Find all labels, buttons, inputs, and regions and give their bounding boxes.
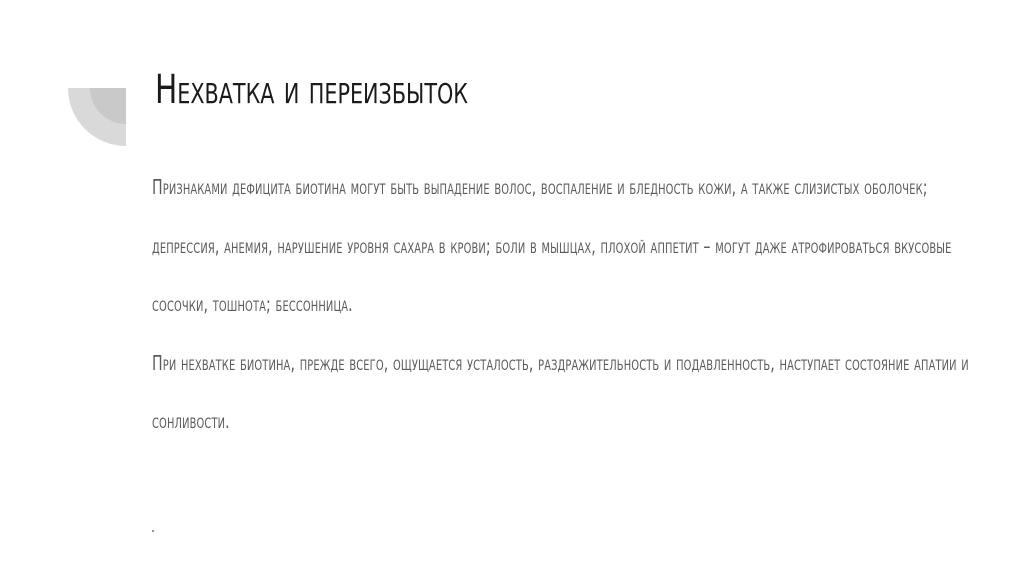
slide-title: Нехватка и переизбыток <box>155 67 469 113</box>
paragraph-deficiency-signs: Признаками дефицита биотина могут быть выпадение волос, воспаление и бледность кожи, а также слизистых оболочек; депрессия, анемия, нарушение уровня сахара в крови; боли в мышцах, плохой аппетит – могут даже атрофироваться вкусовые сосочки, тошнота; бессонница. <box>152 175 952 316</box>
paragraph-deficiency-effects: При нехватке биотина, прежде всего, ощущается усталость, раздражительность и подавленность, наступает состояние апатии и сонливости. <box>152 350 969 433</box>
stray-dot <box>152 530 154 532</box>
corner-ornament <box>68 88 126 146</box>
slide-body <box>152 158 970 451</box>
